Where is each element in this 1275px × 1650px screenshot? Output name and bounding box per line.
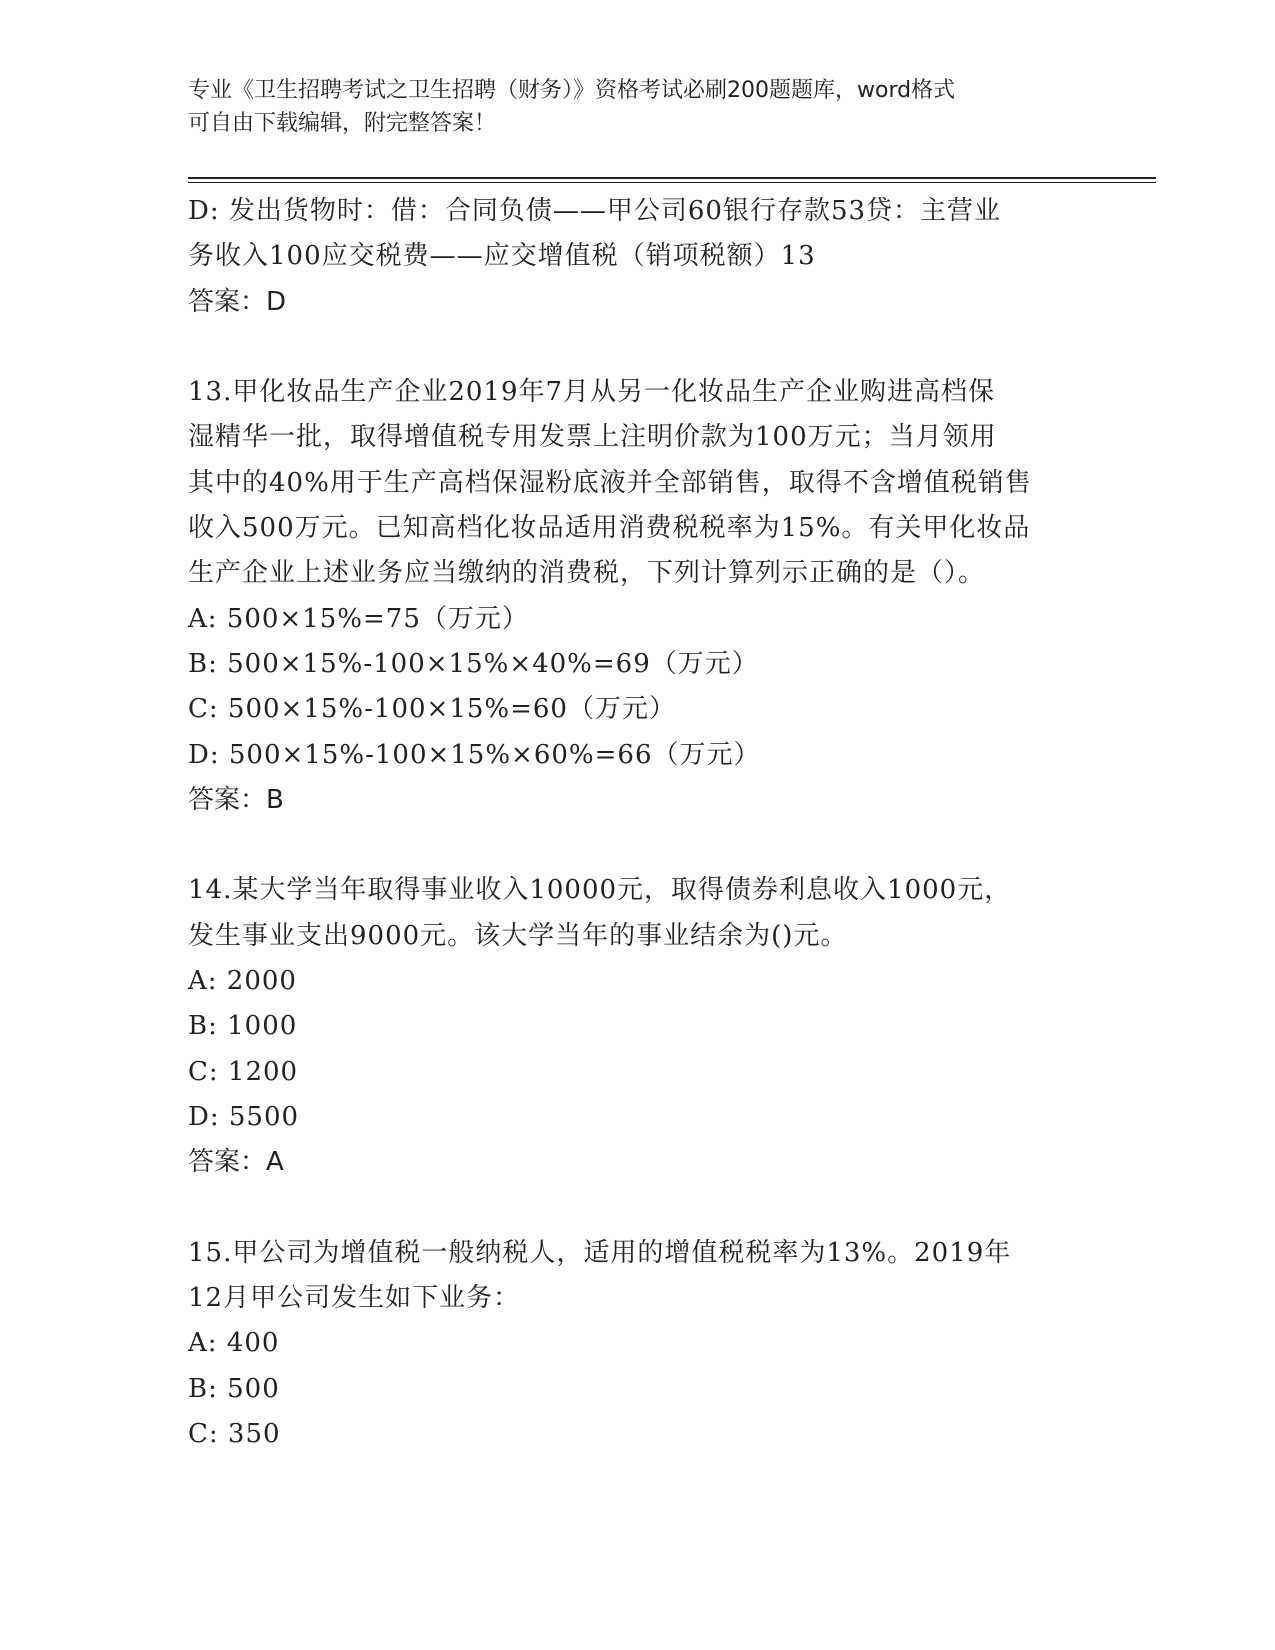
- answer-label: 答案：B: [188, 784, 284, 815]
- option-c: C: 500×15%-100×15%=60（万元）: [188, 694, 676, 725]
- option-b: B: 500×15%-100×15%×40%=69（万元）: [188, 648, 759, 679]
- option-a: A: 500×15%=75（万元）: [188, 603, 529, 634]
- option-line: D: 发出货物时：借：合同负债——甲公司60银行存款53贷：主营业: [188, 196, 1002, 226]
- option-a: A: 400: [188, 1328, 280, 1359]
- question-13: [188, 370, 1088, 823]
- spacer: [188, 325, 1088, 370]
- question-stem-line: 收入500万元。已知高档化妆品适用消费税税率为15%。有关甲化妆品: [188, 513, 1031, 544]
- question-14: [188, 868, 1088, 1185]
- question-stem-line: 湿精华一批，取得增值税专用发票上注明价款为100万元；当月领用: [188, 422, 997, 453]
- header-divider-thick: [188, 177, 1156, 179]
- option-d: D: 5500: [188, 1101, 300, 1132]
- question-content: [188, 189, 1088, 1457]
- answer-label: 答案：A: [188, 1147, 284, 1178]
- document-header: [188, 74, 1088, 140]
- question-stem-line: 其中的40%用于生产高档保湿粉底液并全部销售，取得不含增值税销售: [188, 467, 1032, 498]
- question-stem-line: 生产企业上述业务应当缴纳的消费税，下列计算列示正确的是（）。: [188, 558, 986, 589]
- question-stem-line: 13.甲化妆品生产企业2019年7月从另一化妆品生产企业购进高档保: [188, 377, 996, 408]
- header-title-line-1: 专业《卫生招聘考试之卫生招聘（财务）》资格考试必刷200题题库，word格式: [188, 78, 956, 103]
- question-stem-line: 12月甲公司发生如下业务：: [188, 1283, 521, 1314]
- option-b: B: 500: [188, 1373, 280, 1404]
- option-a: A: 2000: [188, 966, 297, 997]
- option-c: C: 1200: [188, 1056, 299, 1087]
- option-d: D: 500×15%-100×15%×60%=66（万元）: [188, 739, 761, 770]
- question-12-tail: [188, 189, 1088, 325]
- option-c: C: 350: [188, 1419, 281, 1450]
- spacer: [188, 823, 1088, 868]
- option-b: B: 1000: [188, 1011, 298, 1042]
- question-stem-line: 发生事业支出9000元。该大学当年的事业结余为()元。: [188, 920, 848, 951]
- header-title-line-2: 可自由下载编辑，附完整答案！: [188, 111, 497, 136]
- spacer: [188, 1186, 1088, 1231]
- header-divider-thin: [188, 182, 1156, 183]
- answer-label: 答案：D: [188, 286, 287, 317]
- question-stem-line: 15.甲公司为增值税一般纳税人，适用的增值税税率为13%。2019年: [188, 1237, 1012, 1268]
- option-line: 务收入100应交税费——应交增值税（销项税额）13: [188, 241, 816, 272]
- question-15: [188, 1231, 1088, 1457]
- question-stem-line: 14.某大学当年取得事业收入10000元，取得债券利息收入1000元，: [188, 875, 1012, 906]
